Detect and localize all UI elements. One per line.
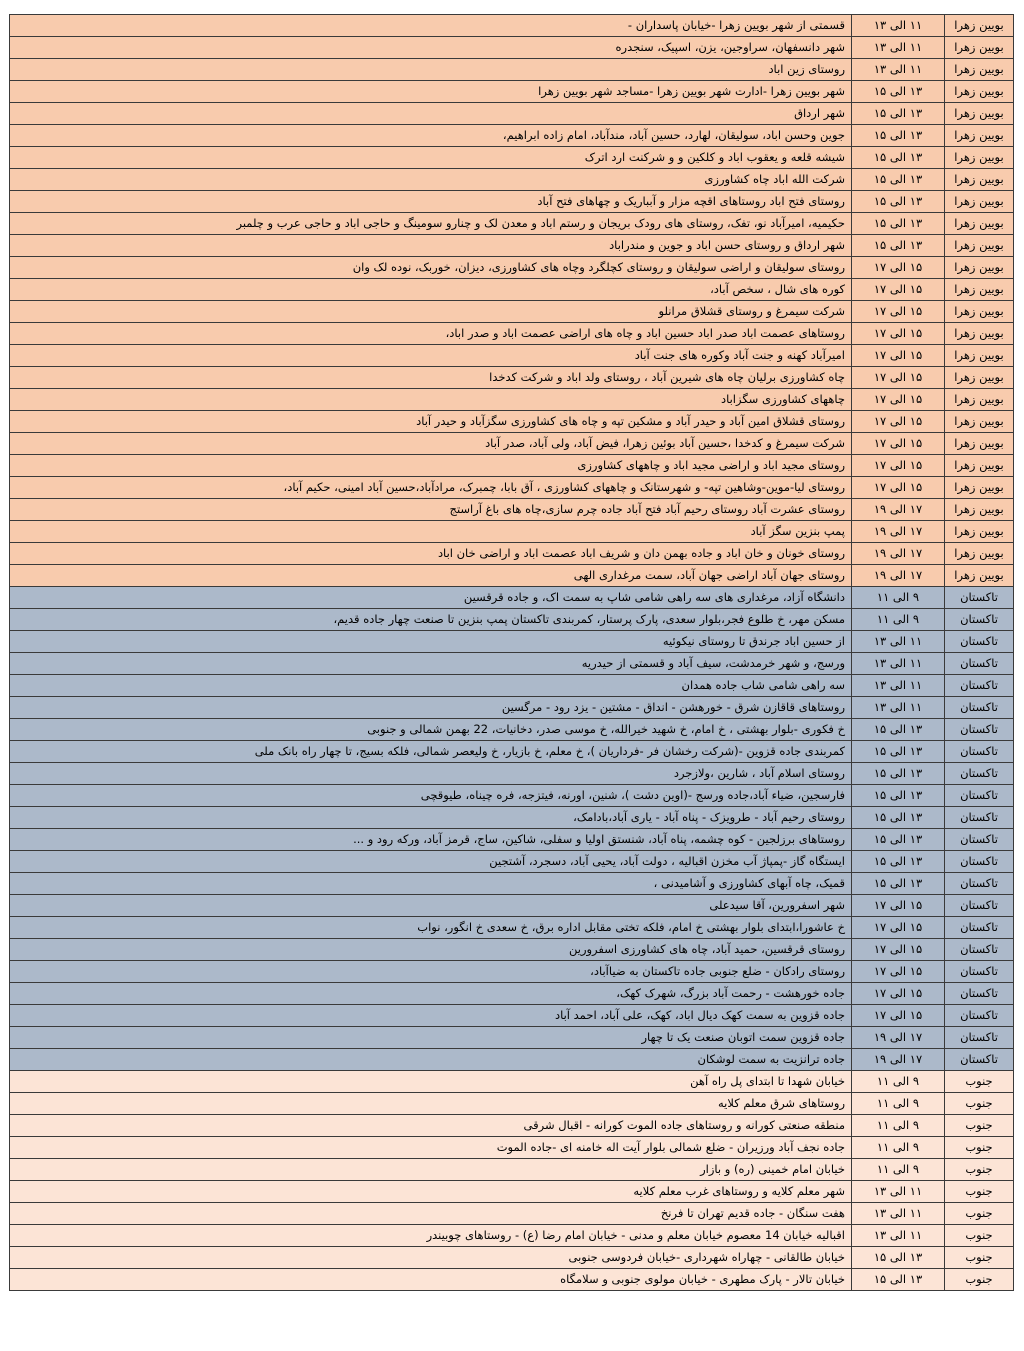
area-cell: روستاهای عصمت اباد صدر اباد حسین اباد و چاه های اراضی عصمت اباد و صدر اباد، <box>10 323 852 345</box>
table-row <box>10 521 1014 543</box>
time-cell: ۱۱ الی ۱۳ <box>852 675 945 697</box>
city-cell: جنوب <box>945 1115 1014 1137</box>
time-cell: ۱۳ الی ۱۵ <box>852 169 945 191</box>
area-cell: شهر ارداق <box>10 103 852 125</box>
city-cell: بویین زهرا <box>945 125 1014 147</box>
table-row <box>10 961 1014 983</box>
city-cell: بویین زهرا <box>945 169 1014 191</box>
table-row <box>10 1269 1014 1291</box>
area-cell: جوین وحسن اباد، سولیقان، لهارد، حسین آباد، مندآباد، امام زاده ابراهیم، <box>10 125 852 147</box>
table-row <box>10 873 1014 895</box>
city-cell: جنوب <box>945 1159 1014 1181</box>
area-cell: قسمتی از شهر بویین زهرا -خیابان پاسداران - <box>10 15 852 37</box>
area-cell: خ فکوری -بلوار بهشتی ، خ امام، خ شهید خیرالله، خ موسی صدر، دخانیات، 22 بهمن شمالی و جنوبی <box>10 719 852 741</box>
table-row <box>10 169 1014 191</box>
time-cell: ۱۵ الی ۱۷ <box>852 345 945 367</box>
city-cell: تاکستان <box>945 807 1014 829</box>
table-row <box>10 543 1014 565</box>
table-row <box>10 15 1014 37</box>
table-row <box>10 675 1014 697</box>
area-cell: خیابان شهدا تا ابتدای پل راه آهن <box>10 1071 852 1093</box>
table-row <box>10 1005 1014 1027</box>
table-row <box>10 939 1014 961</box>
area-cell: منطقه صنعتی کورانه و روستاهای جاده الموت کورانه - اقبال شرقی <box>10 1115 852 1137</box>
area-cell: هفت سنگان - جاده قدیم تهران تا فرنخ <box>10 1203 852 1225</box>
time-cell: ۹ الی ۱۱ <box>852 587 945 609</box>
area-cell: سه راهی شامی شاب جاده همدان <box>10 675 852 697</box>
city-cell: بویین زهرا <box>945 411 1014 433</box>
time-cell: ۱۳ الی ۱۵ <box>852 851 945 873</box>
time-cell: ۱۱ الی ۱۳ <box>852 15 945 37</box>
time-cell: ۱۳ الی ۱۵ <box>852 829 945 851</box>
time-cell: ۱۵ الی ۱۷ <box>852 411 945 433</box>
time-cell: ۱۷ الی ۱۹ <box>852 521 945 543</box>
city-cell: بویین زهرا <box>945 15 1014 37</box>
city-cell: بویین زهرا <box>945 59 1014 81</box>
table-row <box>10 1247 1014 1269</box>
city-cell: تاکستان <box>945 1005 1014 1027</box>
city-cell: بویین زهرا <box>945 235 1014 257</box>
area-cell: چاههای کشاورزی سگزاباد <box>10 389 852 411</box>
time-cell: ۱۵ الی ۱۷ <box>852 389 945 411</box>
time-cell: ۱۳ الی ۱۵ <box>852 235 945 257</box>
city-cell: تاکستان <box>945 631 1014 653</box>
table-row <box>10 1027 1014 1049</box>
time-cell: ۹ الی ۱۱ <box>852 1071 945 1093</box>
time-cell: ۱۳ الی ۱۵ <box>852 81 945 103</box>
time-cell: ۱۳ الی ۱۵ <box>852 807 945 829</box>
table-row <box>10 81 1014 103</box>
city-cell: بویین زهرا <box>945 565 1014 587</box>
area-cell: جاده قزوین به سمت کهک دیال اباد، کهک، علی آباد، احمد آباد <box>10 1005 852 1027</box>
time-cell: ۱۳ الی ۱۵ <box>852 191 945 213</box>
area-cell: جاده ترانزیت به سمت لوشکان <box>10 1049 852 1071</box>
city-cell: جنوب <box>945 1225 1014 1247</box>
time-cell: ۱۵ الی ۱۷ <box>852 895 945 917</box>
area-cell: خیابان طالقانی - چهاراه شهرداری -خیابان فردوسی جنوبی <box>10 1247 852 1269</box>
area-cell: شهر ارداق و روستای حسن اباد و جوین و مندراباد <box>10 235 852 257</box>
time-cell: ۱۱ الی ۱۳ <box>852 59 945 81</box>
area-cell: دانشگاه آزاد، مرغداری های سه راهی شامی شاپ به سمت اک، و جاده قرقسین <box>10 587 852 609</box>
area-cell: چاه کشاورزی برلیان چاه های شیرین آباد ، روستای ولد اباد و شرکت کدخدا <box>10 367 852 389</box>
city-cell: جنوب <box>945 1247 1014 1269</box>
table-row <box>10 609 1014 631</box>
area-cell: روستای خونان و خان اباد و جاده بهمن دان و شریف اباد عصمت اباد و اراضی خان اباد <box>10 543 852 565</box>
area-cell: روستای عشرت آباد روستای رحیم آباد فتح آباد جاده چرم سازی،چاه های باغ آراستج <box>10 499 852 521</box>
table-row <box>10 455 1014 477</box>
area-cell: روستای زین اباد <box>10 59 852 81</box>
city-cell: تاکستان <box>945 697 1014 719</box>
area-cell: پمپ بنزین سگز آباد <box>10 521 852 543</box>
city-cell: بویین زهرا <box>945 147 1014 169</box>
city-cell: بویین زهرا <box>945 103 1014 125</box>
table-row <box>10 191 1014 213</box>
time-cell: ۱۳ الی ۱۵ <box>852 873 945 895</box>
city-cell: جنوب <box>945 1181 1014 1203</box>
city-cell: بویین زهرا <box>945 345 1014 367</box>
time-cell: ۱۵ الی ۱۷ <box>852 1005 945 1027</box>
city-cell: جنوب <box>945 1137 1014 1159</box>
time-cell: ۱۳ الی ۱۵ <box>852 741 945 763</box>
area-cell: جاده خورهشت - رحمت آباد بزرگ، شهرک کهک، <box>10 983 852 1005</box>
time-cell: ۱۷ الی ۱۹ <box>852 499 945 521</box>
city-cell: بویین زهرا <box>945 301 1014 323</box>
table-row <box>10 279 1014 301</box>
area-cell: جاده قزوین سمت اتوبان صنعت یک تا چهار <box>10 1027 852 1049</box>
area-cell: کوره های شال ، سخص آباد، <box>10 279 852 301</box>
time-cell: ۹ الی ۱۱ <box>852 1159 945 1181</box>
time-cell: ۱۵ الی ۱۷ <box>852 917 945 939</box>
area-cell: روستاهای شرق معلم کلایه <box>10 1093 852 1115</box>
table-row <box>10 785 1014 807</box>
city-cell: بویین زهرا <box>945 367 1014 389</box>
area-cell: روستای قشلاق امین آباد و حیدر آباد و مشکین تپه و چاه های کشاورزی سگزآباد و حیدر آباد <box>10 411 852 433</box>
time-cell: ۱۳ الی ۱۵ <box>852 1247 945 1269</box>
table-row <box>10 499 1014 521</box>
area-cell: ورسج، و شهر خرمدشت، سیف آباد و قسمتی از حیدریه <box>10 653 852 675</box>
table-row <box>10 697 1014 719</box>
table-row <box>10 1137 1014 1159</box>
city-cell: بویین زهرا <box>945 455 1014 477</box>
time-cell: ۱۷ الی ۱۹ <box>852 1049 945 1071</box>
city-cell: تاکستان <box>945 741 1014 763</box>
city-cell: جنوب <box>945 1203 1014 1225</box>
table-row <box>10 367 1014 389</box>
table-row <box>10 917 1014 939</box>
city-cell: بویین زهرا <box>945 499 1014 521</box>
area-cell: روستای رادکان - ضلع جنوبی جاده تاکستان به ضیاآباد، <box>10 961 852 983</box>
time-cell: ۱۳ الی ۱۵ <box>852 719 945 741</box>
city-cell: بویین زهرا <box>945 323 1014 345</box>
table-row <box>10 1225 1014 1247</box>
table-row <box>10 1093 1014 1115</box>
area-cell: روستای اسلام آباد ، شارین ،ولازجرد <box>10 763 852 785</box>
city-cell: تاکستان <box>945 917 1014 939</box>
city-cell: بویین زهرا <box>945 81 1014 103</box>
table-row <box>10 323 1014 345</box>
time-cell: ۱۵ الی ۱۷ <box>852 939 945 961</box>
time-cell: ۱۵ الی ۱۷ <box>852 301 945 323</box>
area-cell: جاده نجف آباد ورزیران - ضلع شمالی بلوار آیت اله خامنه ای -جاده الموت <box>10 1137 852 1159</box>
time-cell: ۹ الی ۱۱ <box>852 1093 945 1115</box>
time-cell: ۱۱ الی ۱۳ <box>852 1203 945 1225</box>
city-cell: تاکستان <box>945 895 1014 917</box>
area-cell: حکیمیه، امیرآباد نو، تفک، روستای های رودک بریجان و رستم اباد و معدن لک و چنارو سومینگ و حاجی اباد و حاجی عرب و چلمبر <box>10 213 852 235</box>
area-cell: شرکت سیمرغ و کدخدا ،حسین آباد بوئین زهرا، فیض آباد، ولی آباد، صدر آباد <box>10 433 852 455</box>
time-cell: ۱۷ الی ۱۹ <box>852 565 945 587</box>
area-cell: امیرآباد کهنه و جنت آباد وکوره های جنت آباد <box>10 345 852 367</box>
table-row <box>10 719 1014 741</box>
area-cell: قمیک، چاه آبهای کشاورزی و آشامیدنی ، <box>10 873 852 895</box>
area-cell: فارسجین، ضیاء آباد،جاده ورسج -(اوین دشت )، شنین، اورنه، فیتزجه، فره چیناه، طیوقچی <box>10 785 852 807</box>
time-cell: ۱۳ الی ۱۵ <box>852 213 945 235</box>
table-row <box>10 763 1014 785</box>
table-row <box>10 345 1014 367</box>
time-cell: ۱۳ الی ۱۵ <box>852 103 945 125</box>
city-cell: بویین زهرا <box>945 521 1014 543</box>
time-cell: ۱۳ الی ۱۵ <box>852 763 945 785</box>
city-cell: بویین زهرا <box>945 279 1014 301</box>
table-row <box>10 631 1014 653</box>
time-cell: ۱۱ الی ۱۳ <box>852 37 945 59</box>
time-cell: ۱۵ الی ۱۷ <box>852 279 945 301</box>
city-cell: تاکستان <box>945 983 1014 1005</box>
table-row <box>10 433 1014 455</box>
city-cell: بویین زهرا <box>945 37 1014 59</box>
table-row <box>10 895 1014 917</box>
city-cell: تاکستان <box>945 675 1014 697</box>
table-row <box>10 587 1014 609</box>
area-cell: روستای رحیم آباد - طرویزک - پناه آباد - یاری آباد،بادامک، <box>10 807 852 829</box>
area-cell: شرکت سیمرغ و روستای قشلاق مرانلو <box>10 301 852 323</box>
city-cell: بویین زهرا <box>945 191 1014 213</box>
time-cell: ۹ الی ۱۱ <box>852 609 945 631</box>
area-cell: از حسین اباد جرندق تا روستای نیکوئیه <box>10 631 852 653</box>
city-cell: تاکستان <box>945 785 1014 807</box>
time-cell: ۱۳ الی ۱۵ <box>852 1269 945 1291</box>
city-cell: بویین زهرا <box>945 257 1014 279</box>
city-cell: بویین زهرا <box>945 213 1014 235</box>
time-cell: ۱۷ الی ۱۹ <box>852 543 945 565</box>
time-cell: ۱۳ الی ۱۵ <box>852 785 945 807</box>
time-cell: ۱۵ الی ۱۷ <box>852 367 945 389</box>
area-cell: خ عاشورا،ابتدای بلوار بهشتی خ امام، فلکه تختی مقابل اداره برق، خ سعدی خ انگور، نواب <box>10 917 852 939</box>
city-cell: جنوب <box>945 1269 1014 1291</box>
area-cell: روستای فتح اباد روستاهای اقچه مزار و آبباریک و چهاهای فتح آباد <box>10 191 852 213</box>
city-cell: بویین زهرا <box>945 543 1014 565</box>
table-row <box>10 829 1014 851</box>
time-cell: ۱۳ الی ۱۵ <box>852 125 945 147</box>
table-row <box>10 477 1014 499</box>
city-cell: تاکستان <box>945 763 1014 785</box>
outage-schedule-table <box>9 14 1014 1291</box>
area-cell: شهر اسفرورین، آقا سیدعلی <box>10 895 852 917</box>
time-cell: ۹ الی ۱۱ <box>852 1115 945 1137</box>
table-row <box>10 653 1014 675</box>
city-cell: تاکستان <box>945 609 1014 631</box>
area-cell: خیابان تالار - پارک مطهری - خیابان مولوی جنوبی و سلامگاه <box>10 1269 852 1291</box>
time-cell: ۱۳ الی ۱۵ <box>852 147 945 169</box>
area-cell: روستای قرقسین، حمید آباد، چاه های کشاورزی اسفرورین <box>10 939 852 961</box>
time-cell: ۱۱ الی ۱۳ <box>852 1225 945 1247</box>
time-cell: ۱۱ الی ۱۳ <box>852 653 945 675</box>
table-row <box>10 301 1014 323</box>
table-row <box>10 741 1014 763</box>
area-cell: شیشه قلعه و یعقوب اباد و کلکین و و شرکنت ارد اترک <box>10 147 852 169</box>
time-cell: ۱۵ الی ۱۷ <box>852 983 945 1005</box>
city-cell: تاکستان <box>945 873 1014 895</box>
time-cell: ۱۱ الی ۱۳ <box>852 697 945 719</box>
table-row <box>10 1159 1014 1181</box>
table-row <box>10 389 1014 411</box>
city-cell: تاکستان <box>945 587 1014 609</box>
time-cell: ۱۵ الی ۱۷ <box>852 433 945 455</box>
city-cell: تاکستان <box>945 719 1014 741</box>
table-row <box>10 125 1014 147</box>
area-cell: مسکن مهر، خ طلوع فجر،بلوار سعدی، پارک پرستار، کمربندی تاکستان پمپ بنزین تا صنعت چهار جاده قدیم، <box>10 609 852 631</box>
table-row <box>10 235 1014 257</box>
table-row <box>10 1203 1014 1225</box>
table-row <box>10 147 1014 169</box>
table-row <box>10 103 1014 125</box>
area-cell: شهر معلم کلایه و روستاهای غرب معلم کلایه <box>10 1181 852 1203</box>
time-cell: ۱۵ الی ۱۷ <box>852 961 945 983</box>
table-row <box>10 257 1014 279</box>
table-row <box>10 411 1014 433</box>
area-cell: شهر بویین زهرا -ادارت شهر بویین زهرا -مساجد شهر بویین زهرا <box>10 81 852 103</box>
city-cell: تاکستان <box>945 851 1014 873</box>
city-cell: تاکستان <box>945 829 1014 851</box>
time-cell: ۱۵ الی ۱۷ <box>852 257 945 279</box>
city-cell: تاکستان <box>945 1027 1014 1049</box>
area-cell: روستای سولیقان و اراضی سولیقان و روستای کچلگرد وچاه های کشاورزی، دیزان، خوربک، نوده لک وان <box>10 257 852 279</box>
time-cell: ۱۱ الی ۱۳ <box>852 631 945 653</box>
city-cell: بویین زهرا <box>945 389 1014 411</box>
time-cell: ۱۵ الی ۱۷ <box>852 477 945 499</box>
table-row <box>10 565 1014 587</box>
area-cell: ایستگاه گاز -پمپاژ آب مخزن اقبالیه ، دولت آباد، یحیی آباد، دسجرد، آشتجین <box>10 851 852 873</box>
time-cell: ۹ الی ۱۱ <box>852 1137 945 1159</box>
table-row <box>10 59 1014 81</box>
area-cell: روستای لیا-موین-وشاهین تپه- و شهرستانک و چاههای کشاورزی ، آق بابا، چمبرک، مرادآباد،حسین آباد امینی، حکیم آباد، <box>10 477 852 499</box>
table-row <box>10 851 1014 873</box>
city-cell: تاکستان <box>945 1049 1014 1071</box>
area-cell: روستاهای قاقازن شرق - خورهشن - انداق - مشتین - یزد رود - مرگسین <box>10 697 852 719</box>
city-cell: جنوب <box>945 1093 1014 1115</box>
city-cell: تاکستان <box>945 939 1014 961</box>
time-cell: ۱۵ الی ۱۷ <box>852 455 945 477</box>
area-cell: شهر دانسفهان، سراوجین، یزن، اسپیک، سنجدره <box>10 37 852 59</box>
table-row <box>10 1071 1014 1093</box>
area-cell: خیابان امام خمینی (ره) و بازار <box>10 1159 852 1181</box>
time-cell: ۱۱ الی ۱۳ <box>852 1181 945 1203</box>
area-cell: شرکت الله اباد چاه کشاورزی <box>10 169 852 191</box>
city-cell: تاکستان <box>945 961 1014 983</box>
table-row <box>10 1115 1014 1137</box>
table-row <box>10 37 1014 59</box>
table-row <box>10 213 1014 235</box>
city-cell: بویین زهرا <box>945 477 1014 499</box>
time-cell: ۱۵ الی ۱۷ <box>852 323 945 345</box>
table-row <box>10 983 1014 1005</box>
area-cell: روستای مجید اباد و اراضی مجید اباد و چاههای کشاورزی <box>10 455 852 477</box>
city-cell: بویین زهرا <box>945 433 1014 455</box>
table-row <box>10 1049 1014 1071</box>
area-cell: اقبالیه خیابان 14 معصوم خیابان معلم و مدنی - خیابان امام رضا (ع) - روستاهای چوبیندر <box>10 1225 852 1247</box>
city-cell: تاکستان <box>945 653 1014 675</box>
area-cell: روستای جهان آباد اراضی جهان آباد، سمت مرغداری الهی <box>10 565 852 587</box>
table-row <box>10 807 1014 829</box>
area-cell: کمربندی جاده قزوین -(شرکت رخشان فر -فرداریان )، خ معلم، خ بازیار، خ ولیعصر شمالی، فلکه بسیج، تا چهار راه بانک ملی <box>10 741 852 763</box>
table-row <box>10 1181 1014 1203</box>
area-cell: روستاهای برزلجین - کوه چشمه، پناه آباد، شنستق اولیا و سفلی، شاکین، ساج، قرمز آباد، ورکه رود و ... <box>10 829 852 851</box>
time-cell: ۱۷ الی ۱۹ <box>852 1027 945 1049</box>
city-cell: جنوب <box>945 1071 1014 1093</box>
schedule-rows <box>10 15 1014 1291</box>
